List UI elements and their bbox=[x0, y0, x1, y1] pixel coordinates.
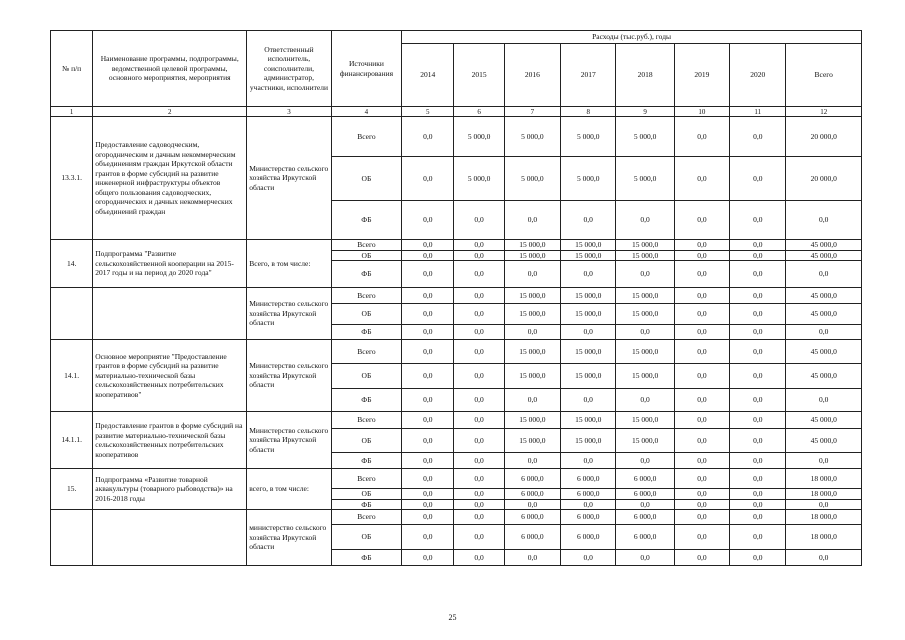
row-year-value: 0,0 bbox=[454, 510, 504, 525]
table-row bbox=[51, 288, 862, 304]
row-index: 15. bbox=[51, 469, 93, 510]
row-year-value: 0,0 bbox=[402, 525, 454, 550]
header-number: № п/п bbox=[51, 31, 93, 107]
header-year: 2014 bbox=[402, 44, 454, 107]
row-year-value: 0,0 bbox=[402, 412, 454, 429]
row-year-value: 15 000,0 bbox=[561, 429, 616, 453]
row-year-value: 0,0 bbox=[402, 261, 454, 288]
row-year-value: 6 000,0 bbox=[561, 510, 616, 525]
row-year-value: 5 000,0 bbox=[504, 157, 560, 201]
row-year-value: 0,0 bbox=[454, 412, 504, 429]
row-name: Основное мероприятие "Предоставление грантов в форме субсидий на развитие материально-технической базы сельскохозяйственных потребительских кооперативов" bbox=[93, 340, 247, 412]
row-year-value: 15 000,0 bbox=[561, 304, 616, 325]
row-year-value: 6 000,0 bbox=[561, 489, 616, 500]
row-year-value: 0,0 bbox=[730, 261, 786, 288]
header-total: Всего bbox=[786, 44, 862, 107]
row-year-value: 15 000,0 bbox=[616, 304, 674, 325]
row-index: 14. bbox=[51, 240, 93, 288]
row-source: ОБ bbox=[331, 250, 401, 261]
table-row bbox=[51, 469, 862, 489]
row-year-value: 15 000,0 bbox=[561, 250, 616, 261]
row-year-value: 0,0 bbox=[730, 364, 786, 389]
row-year-value: 5 000,0 bbox=[454, 117, 504, 157]
row-year-value: 0,0 bbox=[730, 453, 786, 469]
row-year-value: 0,0 bbox=[616, 261, 674, 288]
row-year-value: 5 000,0 bbox=[616, 157, 674, 201]
row-year-value: 6 000,0 bbox=[616, 489, 674, 500]
row-total-value: 0,0 bbox=[786, 499, 862, 510]
row-year-value: 0,0 bbox=[454, 550, 504, 566]
row-year-value: 0,0 bbox=[402, 117, 454, 157]
row-year-value: 0,0 bbox=[402, 389, 454, 412]
row-year-value: 5 000,0 bbox=[504, 117, 560, 157]
row-total-value: 0,0 bbox=[786, 389, 862, 412]
table-row bbox=[51, 340, 862, 364]
row-name: Подпрограмма «Развитие товарной аквакультуры (товарного рыбоводства)» на 2016-2018 годы bbox=[93, 469, 247, 510]
row-year-value: 0,0 bbox=[454, 429, 504, 453]
table-row bbox=[51, 510, 862, 525]
row-year-value: 15 000,0 bbox=[616, 240, 674, 251]
row-source: ОБ bbox=[331, 429, 401, 453]
row-total-value: 0,0 bbox=[786, 261, 862, 288]
row-year-value: 0,0 bbox=[504, 550, 560, 566]
row-year-value: 0,0 bbox=[730, 429, 786, 453]
table-row bbox=[51, 117, 862, 157]
row-year-value: 0,0 bbox=[730, 157, 786, 201]
table-row bbox=[51, 240, 862, 251]
row-year-value: 0,0 bbox=[504, 499, 560, 510]
row-year-value: 15 000,0 bbox=[504, 340, 560, 364]
row-index: 14.1.1. bbox=[51, 412, 93, 469]
row-year-value: 15 000,0 bbox=[616, 429, 674, 453]
row-year-value: 0,0 bbox=[730, 499, 786, 510]
row-total-value: 45 000,0 bbox=[786, 288, 862, 304]
row-year-value: 0,0 bbox=[504, 261, 560, 288]
row-year-value: 0,0 bbox=[616, 201, 674, 240]
row-year-value: 6 000,0 bbox=[561, 525, 616, 550]
row-year-value: 0,0 bbox=[504, 389, 560, 412]
column-number: 9 bbox=[616, 107, 674, 117]
row-source: Всего bbox=[331, 288, 401, 304]
row-year-value: 0,0 bbox=[730, 240, 786, 251]
row-responsible: Министерство сельского хозяйства Иркутской области bbox=[247, 412, 332, 469]
row-year-value: 0,0 bbox=[454, 250, 504, 261]
row-source: ФБ bbox=[331, 325, 401, 340]
row-year-value: 0,0 bbox=[730, 304, 786, 325]
table-row bbox=[51, 412, 862, 429]
row-year-value: 0,0 bbox=[504, 325, 560, 340]
row-index bbox=[51, 288, 93, 340]
header-responsible: Ответственный исполнитель, соисполнители, администратор, участники, исполнители bbox=[247, 31, 332, 107]
row-year-value: 0,0 bbox=[454, 389, 504, 412]
row-year-value: 0,0 bbox=[504, 201, 560, 240]
row-year-value: 15 000,0 bbox=[616, 412, 674, 429]
row-year-value: 15 000,0 bbox=[504, 240, 560, 251]
budget-table-sheet bbox=[50, 30, 862, 566]
row-source: ФБ bbox=[331, 201, 401, 240]
row-year-value: 0,0 bbox=[674, 364, 729, 389]
row-year-value: 0,0 bbox=[402, 201, 454, 240]
row-year-value: 0,0 bbox=[674, 117, 729, 157]
row-year-value: 0,0 bbox=[454, 453, 504, 469]
budget-table bbox=[50, 30, 862, 566]
row-responsible: всего, в том числе: bbox=[247, 469, 332, 510]
row-source: ФБ bbox=[331, 499, 401, 510]
row-year-value: 0,0 bbox=[730, 201, 786, 240]
header-year: 2017 bbox=[561, 44, 616, 107]
row-year-value: 0,0 bbox=[730, 117, 786, 157]
row-year-value: 0,0 bbox=[402, 489, 454, 500]
header-year: 2020 bbox=[730, 44, 786, 107]
row-year-value: 0,0 bbox=[730, 469, 786, 489]
row-source: ФБ bbox=[331, 550, 401, 566]
row-year-value: 0,0 bbox=[454, 340, 504, 364]
row-source: ОБ bbox=[331, 364, 401, 389]
row-year-value: 0,0 bbox=[402, 453, 454, 469]
row-total-value: 0,0 bbox=[786, 550, 862, 566]
row-year-value: 0,0 bbox=[730, 489, 786, 500]
column-number: 10 bbox=[674, 107, 729, 117]
column-number: 2 bbox=[93, 107, 247, 117]
row-year-value: 5 000,0 bbox=[454, 157, 504, 201]
page-number: 25 bbox=[448, 613, 457, 622]
row-total-value: 45 000,0 bbox=[786, 340, 862, 364]
row-year-value: 0,0 bbox=[674, 157, 729, 201]
row-year-value: 0,0 bbox=[674, 499, 729, 510]
row-name: Предоставление садоводческим, огородническим и дачным некоммерческим объединениям граждан Иркутской области грантов в форме субсидий на развитие инженерной инфраструктуры объектов общего пользования садоводческих, огороднических и дачных некоммерческих объединений граждан bbox=[93, 117, 247, 240]
row-source: Всего bbox=[331, 412, 401, 429]
row-year-value: 0,0 bbox=[730, 389, 786, 412]
row-year-value: 0,0 bbox=[454, 525, 504, 550]
row-year-value: 0,0 bbox=[402, 510, 454, 525]
row-year-value: 0,0 bbox=[674, 429, 729, 453]
row-year-value: 0,0 bbox=[402, 429, 454, 453]
row-year-value: 0,0 bbox=[674, 510, 729, 525]
row-year-value: 0,0 bbox=[454, 364, 504, 389]
row-year-value: 0,0 bbox=[674, 288, 729, 304]
row-total-value: 0,0 bbox=[786, 201, 862, 240]
row-year-value: 15 000,0 bbox=[561, 340, 616, 364]
row-year-value: 15 000,0 bbox=[616, 340, 674, 364]
column-number: 11 bbox=[730, 107, 786, 117]
row-year-value: 0,0 bbox=[561, 499, 616, 510]
row-total-value: 45 000,0 bbox=[786, 240, 862, 251]
row-year-value: 6 000,0 bbox=[616, 510, 674, 525]
row-total-value: 45 000,0 bbox=[786, 412, 862, 429]
row-year-value: 15 000,0 bbox=[561, 240, 616, 251]
row-year-value: 15 000,0 bbox=[504, 429, 560, 453]
row-year-value: 0,0 bbox=[504, 453, 560, 469]
row-year-value: 6 000,0 bbox=[504, 510, 560, 525]
row-responsible: Министерство сельского хозяйства Иркутской области bbox=[247, 288, 332, 340]
row-year-value: 0,0 bbox=[454, 304, 504, 325]
row-year-value: 0,0 bbox=[454, 240, 504, 251]
row-source: ОБ bbox=[331, 489, 401, 500]
row-year-value: 0,0 bbox=[730, 412, 786, 429]
row-year-value: 0,0 bbox=[402, 340, 454, 364]
row-year-value: 15 000,0 bbox=[504, 412, 560, 429]
row-name: Подпрограмма "Развитие сельскохозяйственной кооперации на 2015-2017 годы и на период до 2020 года" bbox=[93, 240, 247, 288]
row-year-value: 0,0 bbox=[402, 240, 454, 251]
row-year-value: 5 000,0 bbox=[561, 117, 616, 157]
row-year-value: 0,0 bbox=[674, 412, 729, 429]
row-source: ФБ bbox=[331, 453, 401, 469]
row-year-value: 0,0 bbox=[674, 340, 729, 364]
row-source: Всего bbox=[331, 340, 401, 364]
row-year-value: 0,0 bbox=[561, 325, 616, 340]
row-total-value: 45 000,0 bbox=[786, 250, 862, 261]
row-name bbox=[93, 288, 247, 340]
column-number: 3 bbox=[247, 107, 332, 117]
row-year-value: 0,0 bbox=[561, 261, 616, 288]
row-year-value: 0,0 bbox=[616, 325, 674, 340]
row-year-value: 6 000,0 bbox=[504, 489, 560, 500]
row-year-value: 15 000,0 bbox=[504, 288, 560, 304]
row-year-value: 6 000,0 bbox=[616, 525, 674, 550]
row-year-value: 15 000,0 bbox=[504, 304, 560, 325]
row-year-value: 0,0 bbox=[674, 525, 729, 550]
row-year-value: 0,0 bbox=[402, 157, 454, 201]
row-year-value: 0,0 bbox=[674, 389, 729, 412]
row-year-value: 0,0 bbox=[674, 261, 729, 288]
row-year-value: 0,0 bbox=[730, 550, 786, 566]
row-year-value: 0,0 bbox=[616, 389, 674, 412]
header-name: Наименование программы, подпрограммы, ведомственной целевой программы, основного мероприятия, мероприятия bbox=[93, 31, 247, 107]
row-year-value: 0,0 bbox=[674, 550, 729, 566]
row-year-value: 15 000,0 bbox=[561, 412, 616, 429]
row-year-value: 0,0 bbox=[454, 201, 504, 240]
row-source: ОБ bbox=[331, 525, 401, 550]
row-year-value: 0,0 bbox=[561, 453, 616, 469]
header-year: 2016 bbox=[504, 44, 560, 107]
row-year-value: 0,0 bbox=[616, 453, 674, 469]
row-source: Всего bbox=[331, 510, 401, 525]
row-year-value: 0,0 bbox=[674, 304, 729, 325]
row-year-value: 0,0 bbox=[402, 288, 454, 304]
row-year-value: 0,0 bbox=[674, 453, 729, 469]
row-total-value: 45 000,0 bbox=[786, 364, 862, 389]
row-source: ОБ bbox=[331, 157, 401, 201]
row-index: 13.3.1. bbox=[51, 117, 93, 240]
row-responsible: Министерство сельского хозяйства Иркутской области bbox=[247, 340, 332, 412]
row-year-value: 0,0 bbox=[616, 550, 674, 566]
row-total-value: 18 000,0 bbox=[786, 525, 862, 550]
header-source: Источники финансирования bbox=[331, 31, 401, 107]
row-year-value: 0,0 bbox=[561, 201, 616, 240]
row-year-value: 0,0 bbox=[402, 469, 454, 489]
row-year-value: 0,0 bbox=[674, 240, 729, 251]
row-total-value: 45 000,0 bbox=[786, 429, 862, 453]
header-year: 2015 bbox=[454, 44, 504, 107]
row-year-value: 0,0 bbox=[402, 325, 454, 340]
row-total-value: 18 000,0 bbox=[786, 469, 862, 489]
row-year-value: 0,0 bbox=[561, 389, 616, 412]
column-number: 12 bbox=[786, 107, 862, 117]
row-year-value: 0,0 bbox=[402, 550, 454, 566]
column-number: 6 bbox=[454, 107, 504, 117]
row-source: ОБ bbox=[331, 304, 401, 325]
row-year-value: 0,0 bbox=[730, 288, 786, 304]
row-total-value: 45 000,0 bbox=[786, 304, 862, 325]
row-year-value: 0,0 bbox=[454, 325, 504, 340]
row-responsible: Всего, в том числе: bbox=[247, 240, 332, 288]
row-year-value: 0,0 bbox=[402, 364, 454, 389]
header-year: 2019 bbox=[674, 44, 729, 107]
row-source: ФБ bbox=[331, 261, 401, 288]
row-year-value: 0,0 bbox=[674, 201, 729, 240]
row-year-value: 6 000,0 bbox=[504, 525, 560, 550]
row-source: ФБ bbox=[331, 389, 401, 412]
row-year-value: 0,0 bbox=[454, 261, 504, 288]
row-responsible: министерство сельского хозяйства Иркутской области bbox=[247, 510, 332, 566]
row-year-value: 15 000,0 bbox=[616, 364, 674, 389]
row-year-value: 15 000,0 bbox=[616, 250, 674, 261]
row-year-value: 15 000,0 bbox=[504, 250, 560, 261]
column-number: 4 bbox=[331, 107, 401, 117]
row-total-value: 20 000,0 bbox=[786, 157, 862, 201]
row-year-value: 0,0 bbox=[454, 469, 504, 489]
row-year-value: 0,0 bbox=[730, 250, 786, 261]
row-year-value: 0,0 bbox=[561, 550, 616, 566]
row-total-value: 0,0 bbox=[786, 325, 862, 340]
row-year-value: 0,0 bbox=[454, 499, 504, 510]
row-year-value: 15 000,0 bbox=[561, 364, 616, 389]
row-year-value: 6 000,0 bbox=[616, 469, 674, 489]
row-responsible: Министерство сельского хозяйства Иркутской области bbox=[247, 117, 332, 240]
row-year-value: 5 000,0 bbox=[561, 157, 616, 201]
row-source: Всего bbox=[331, 240, 401, 251]
row-year-value: 0,0 bbox=[730, 340, 786, 364]
row-year-value: 5 000,0 bbox=[616, 117, 674, 157]
row-year-value: 0,0 bbox=[674, 250, 729, 261]
row-year-value: 0,0 bbox=[402, 499, 454, 510]
row-year-value: 0,0 bbox=[402, 304, 454, 325]
row-year-value: 0,0 bbox=[674, 325, 729, 340]
header-expenses: Расходы (тыс.руб.), годы bbox=[402, 31, 862, 44]
header-year: 2018 bbox=[616, 44, 674, 107]
row-source: Всего bbox=[331, 117, 401, 157]
row-name bbox=[93, 510, 247, 566]
row-year-value: 0,0 bbox=[730, 510, 786, 525]
row-year-value: 15 000,0 bbox=[616, 288, 674, 304]
row-index bbox=[51, 510, 93, 566]
row-year-value: 6 000,0 bbox=[504, 469, 560, 489]
column-number: 5 bbox=[402, 107, 454, 117]
row-index: 14.1. bbox=[51, 340, 93, 412]
row-year-value: 0,0 bbox=[454, 288, 504, 304]
column-number: 7 bbox=[504, 107, 560, 117]
row-year-value: 15 000,0 bbox=[504, 364, 560, 389]
row-total-value: 18 000,0 bbox=[786, 510, 862, 525]
row-year-value: 0,0 bbox=[730, 325, 786, 340]
row-year-value: 0,0 bbox=[454, 489, 504, 500]
row-name: Предоставление грантов в форме субсидий на развитие материально-технической базы сельскохозяйственных потребительских кооперативов bbox=[93, 412, 247, 469]
row-year-value: 0,0 bbox=[674, 489, 729, 500]
row-year-value: 0,0 bbox=[674, 469, 729, 489]
row-year-value: 0,0 bbox=[616, 499, 674, 510]
row-year-value: 6 000,0 bbox=[561, 469, 616, 489]
row-year-value: 0,0 bbox=[402, 250, 454, 261]
row-total-value: 18 000,0 bbox=[786, 489, 862, 500]
row-source: Всего bbox=[331, 469, 401, 489]
column-number: 1 bbox=[51, 107, 93, 117]
column-number: 8 bbox=[561, 107, 616, 117]
row-year-value: 0,0 bbox=[730, 525, 786, 550]
row-total-value: 20 000,0 bbox=[786, 117, 862, 157]
row-year-value: 15 000,0 bbox=[561, 288, 616, 304]
row-total-value: 0,0 bbox=[786, 453, 862, 469]
